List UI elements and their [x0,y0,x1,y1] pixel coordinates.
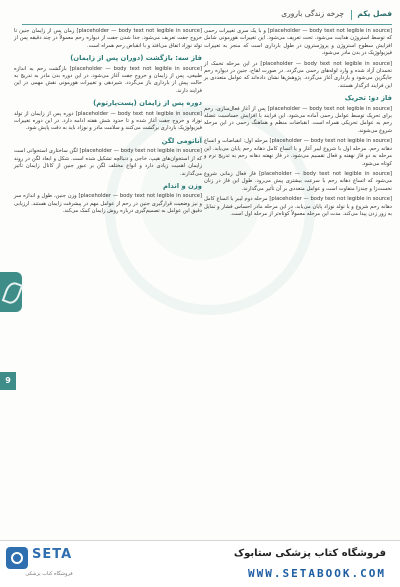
text-column-right [204,28,392,538]
section-heading: دوره پس از زایمان (پست‌پارتوم) [93,99,202,108]
chapter-tab [0,272,22,312]
paragraph: [placeholder — body text not legible in source] و با یک سری تغییرات رحمی که توسط استروژن هدایت می‌شود. تحت تعریف می‌شود. این تغییرات هورمونی شامل افزایش سطوح استروژن و پروژسترون در طول بارداری است که منجر به تغییرات فیزیولوژیک در بدن مادر می‌شود. [204,28,392,57]
paragraph: [placeholder — body text not legible in source] وزن جنین، طول و اندازه سر و نیز وضعیت قرارگیری جنین در رحم از عوامل مهم در پیشرفت زایمان هستند. ارزیابی دقیق این عوامل به تصمیم‌گیری درباره روش زایمان کمک می‌کند. [14,193,202,215]
leaf-icon [2,280,24,306]
section-label: چرخه زندگی باروری [281,9,344,18]
paragraph: [placeholder — body text not legible in source] زمان پس از زایمان جنین تا خروج جفت تعریف می‌شود. جدا شدن جفت از دیواره رحم معمولاً در چند دقیقه پس از تولد نوزاد اتفاق می‌افتد و با انقباض رحم همراه است. [14,28,202,49]
paragraph: [placeholder — body text not legible in source] لگن ساختاری استخوانی است که از استخوان‌های هیپ، خاجی و دنبالچه تشکیل شده است. شکل و ابعاد لگن در روند زایمان اهمیت زیادی دارد و انواع مختلف لگن بر عبور جنین از کانال زایمان تأثیر می‌گذارند. [14,148,202,177]
logo-mark-icon [6,547,28,569]
paragraph: [placeholder — body text not legible in source] در این مرحله تخمک از تخمدان آزاد شده و وارد لوله‌های رحمی می‌گردد. در صورت لقاح، جنین در دیواره رحم جایگزین می‌شود و بارداری آغاز می‌گردد. پژوهش‌ها نشان داده‌اند که عوامل متعددی بر این فرایند اثرگذار هستند. [204,60,392,89]
section-heading: فاز سه: بازگشت (دوران پس از زایمان) [70,54,202,63]
paragraph: [placeholder — body text not legible in source] بازگشت رحم به اندازه طبیعی، پس از زایمان و خروج جفت آغاز می‌شود. در این دوره بدن مادر به تدریج به حالت پیش از بارداری باز می‌گردد. شیردهی و تغییرات هورمونی نقش مهمی در این فرایند دارند. [14,65,202,94]
running-header [22,9,392,25]
page-body [10,28,392,538]
section-heading: فاز دو: تحریک [344,94,392,103]
chapter-label: فصل یکم [357,9,392,18]
publisher-footer [0,540,400,587]
text-column-left [14,28,202,538]
store-name: فروشگاه کتاب پزشکی ستابوک [233,548,386,559]
paragraph: [placeholder — body text not legible in source] فاز فعال زمانی شروع می‌شود که اتساع دهانه رحم با سرعت بیشتری پیش می‌رود. طول این فاز در زنان نخست‌زا و چندزا متفاوت است و عوامل متعددی بر آن تأثیر می‌گذارند. [204,170,392,192]
store-logo[interactable] [6,547,92,581]
section-heading: آناتومی لگن [161,136,202,145]
paragraph: [placeholder — body text not legible in source] دوره پس از زایمان از تولد نوزاد و خروج جفت آغاز شده و تا حدود شش هفته ادامه دارد. در این دوره تغییرات فیزیولوژیک بارداری برگشت می‌کنند و سلامت مادر و نوزاد باید به دقت پایش شود. [14,110,202,132]
logo-subtitle: فروشگاه کتاب پزشکی [25,571,73,577]
logo-text: SETA [32,547,73,562]
paragraph: [placeholder — body text not legible in source] مرحله اول: انقباضات و اتساع دهانه رحم. مرحله اول با شروع لیبر آغاز و با اتساع کامل دهانه رحم پایان می‌یابد. این مرحله به دو فاز نهفته و فعال تقسیم می‌شود. در فاز نهفته دهانه رحم به تدریج نرم و کوتاه می‌شود. [204,138,393,167]
section-heading: وزن و اندام [162,181,202,190]
page-number: 9 [0,372,16,390]
paragraph: [placeholder — body text not legible in source] پس از آغاز فعال‌سازی، رحم برای تحریک توسط عوامل رحمی آماده می‌شود. این فرایند با افزایش حساسیت عضله رحم به عوامل تحریکی همراه است. انقباضات منظم و هماهنگ رحمی در این مرحله شروع می‌شوند. [204,105,392,134]
header-divider [351,10,352,20]
store-url-link[interactable]: WWW.SETABOOK.COM [248,567,386,580]
paragraph: [placeholder — body text not legible in source] مرحله دوم لیبر با اتساع کامل دهانه رحم شروع و با تولد نوزاد پایان می‌یابد. در این مرحله مادر احساس فشار و تمایل به زور زدن پیدا می‌کند. مدت این مرحله معمولاً کوتاه‌تر از مرحله اول است. [204,196,392,217]
